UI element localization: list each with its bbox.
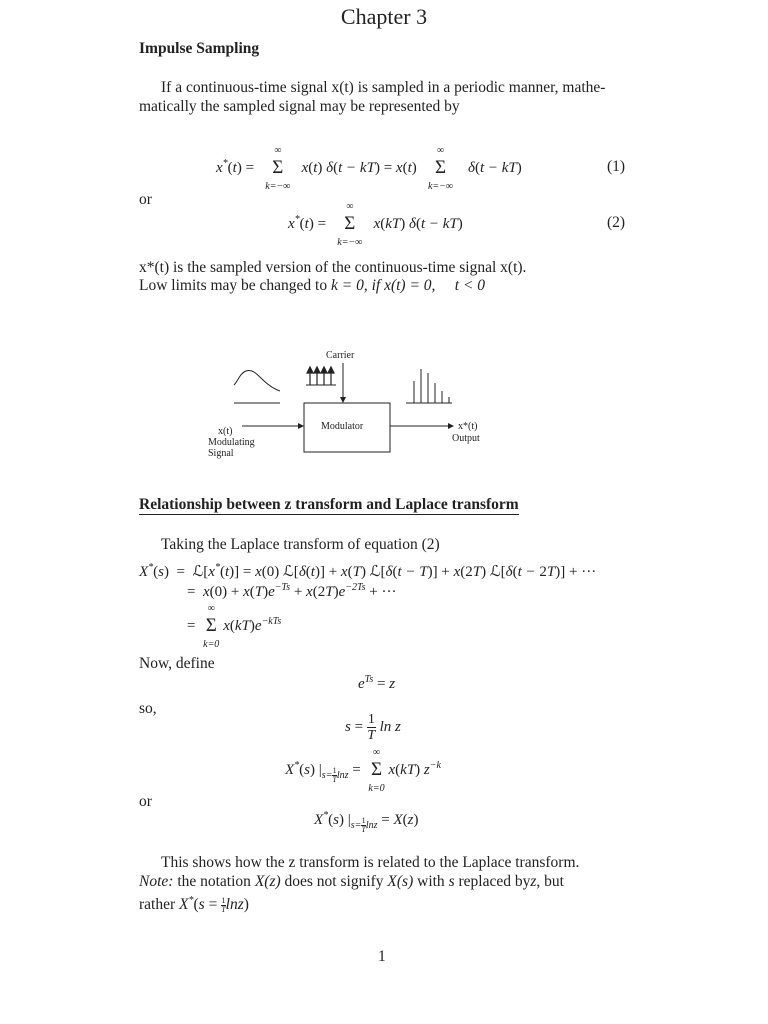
modulator-label: Modulator bbox=[321, 421, 364, 432]
xstar-equals-xz-eq: X*(s) $|_{s= \frac{1}{T}lnz} = X(z)$ bbox=[314, 810, 419, 835]
xstar-z-sum-eq: X*(s) $|_{s= \frac{1}{T}lnz}$ = ∞ Σ k=0 x(kT) $z^{-k}$ bbox=[285, 747, 441, 795]
equation-2-number: (2) bbox=[607, 214, 626, 231]
conclusion-text: This shows how the z transform is related to the Laplace transform. bbox=[161, 854, 580, 871]
modulator-block-diagram bbox=[200, 345, 500, 465]
low-limits-label: Low limits may be changed to bbox=[139, 277, 328, 294]
note-label: Note: bbox=[139, 873, 174, 890]
taking-laplace-text: Taking the Laplace transform of equation (2) bbox=[161, 536, 440, 553]
note-text-1: the notation bbox=[177, 873, 251, 890]
carrier-impulses-icon bbox=[306, 367, 336, 385]
carrier-arrow-head bbox=[340, 397, 346, 403]
sampled-signal-icon bbox=[406, 369, 452, 403]
define-eq: $e^{Ts} = z$ bbox=[358, 674, 396, 692]
note-text-z: z bbox=[530, 873, 537, 890]
modulating-waveform-icon bbox=[234, 370, 280, 391]
or-label-2: or bbox=[139, 793, 152, 810]
section-heading-text: Relationship between z transform and Laplace transform bbox=[139, 496, 519, 513]
output-label-output: Output bbox=[452, 433, 480, 444]
chapter-title: Chapter 3 bbox=[340, 4, 428, 29]
sampled-version-text: x*(t) is the sampled version of the continuous-time signal x(t). bbox=[139, 259, 527, 276]
input-label-modulating: Modulating bbox=[208, 437, 255, 448]
so-label: so, bbox=[139, 700, 157, 717]
note-text-3: does not signify bbox=[284, 873, 384, 890]
intro-line-1: If a continuous-time signal x(t) is sampled in a periodic manner, mathe- bbox=[161, 79, 606, 96]
note-text-xs: X(s) bbox=[387, 873, 414, 890]
output-label-xstar: x*(t) bbox=[458, 421, 478, 432]
input-label-signal: Signal bbox=[208, 448, 234, 459]
note-text-s: s bbox=[448, 873, 455, 890]
output-arrow-head bbox=[448, 423, 454, 429]
rather-label: rather bbox=[139, 896, 176, 914]
laplace-eq-line-2: = $x(0) + x(T)e^{-Ts} + x(2T)e^{-2Ts}$ + ··· bbox=[187, 582, 397, 600]
s-equation: s = $\frac{1}{T}$ ln z bbox=[345, 712, 401, 743]
laplace-eq-line-1: X*(s) = ℒ[x*(t)] = x(0) ℒ[δ(t)] + x(T) ℒ[δ(t − T)] + x(2T) ℒ[δ(t − 2T)] + ··· bbox=[139, 562, 597, 580]
page-number: 1 bbox=[378, 948, 386, 965]
section-heading-impulse-sampling: Impulse Sampling bbox=[139, 40, 260, 57]
note-text-7: replaced by bbox=[458, 873, 531, 890]
low-limits-text bbox=[139, 276, 485, 295]
carrier-label: Carrier bbox=[326, 350, 355, 361]
note-paragraph bbox=[139, 872, 629, 891]
now-define-text: Now, define bbox=[139, 655, 215, 672]
intro-line-2: matically the sampled signal may be represented by bbox=[139, 98, 460, 115]
note-text-xz: X(z) bbox=[254, 873, 281, 890]
low-limits-condition: k = 0, if x(t) = 0, t < 0 bbox=[331, 277, 486, 294]
rather-line: rather X*(s = $\frac{1}{T}\ln z$) bbox=[139, 895, 249, 915]
input-label-xt: x(t) bbox=[218, 426, 233, 437]
section-heading-relationship bbox=[139, 496, 519, 514]
input-arrow-head bbox=[298, 423, 304, 429]
laplace-eq-line-3: = ∞ Σ k=0 $x(kT)e^{-kTs}$ bbox=[187, 603, 282, 651]
note-text-9: , but bbox=[536, 873, 564, 890]
note-text-5: with bbox=[417, 873, 445, 890]
equation-1: x*(t) = ∞ Σ k=−∞ x(t) δ(t − kT) = x(t) ∞ Σ k=−∞ δ(t − kT) bbox=[216, 145, 522, 193]
equation-1-number: (1) bbox=[607, 158, 626, 175]
or-label-1: or bbox=[139, 191, 152, 208]
equation-2: x*(t) = ∞ Σ k=−∞ x(kT) δ(t − kT) bbox=[288, 201, 463, 249]
